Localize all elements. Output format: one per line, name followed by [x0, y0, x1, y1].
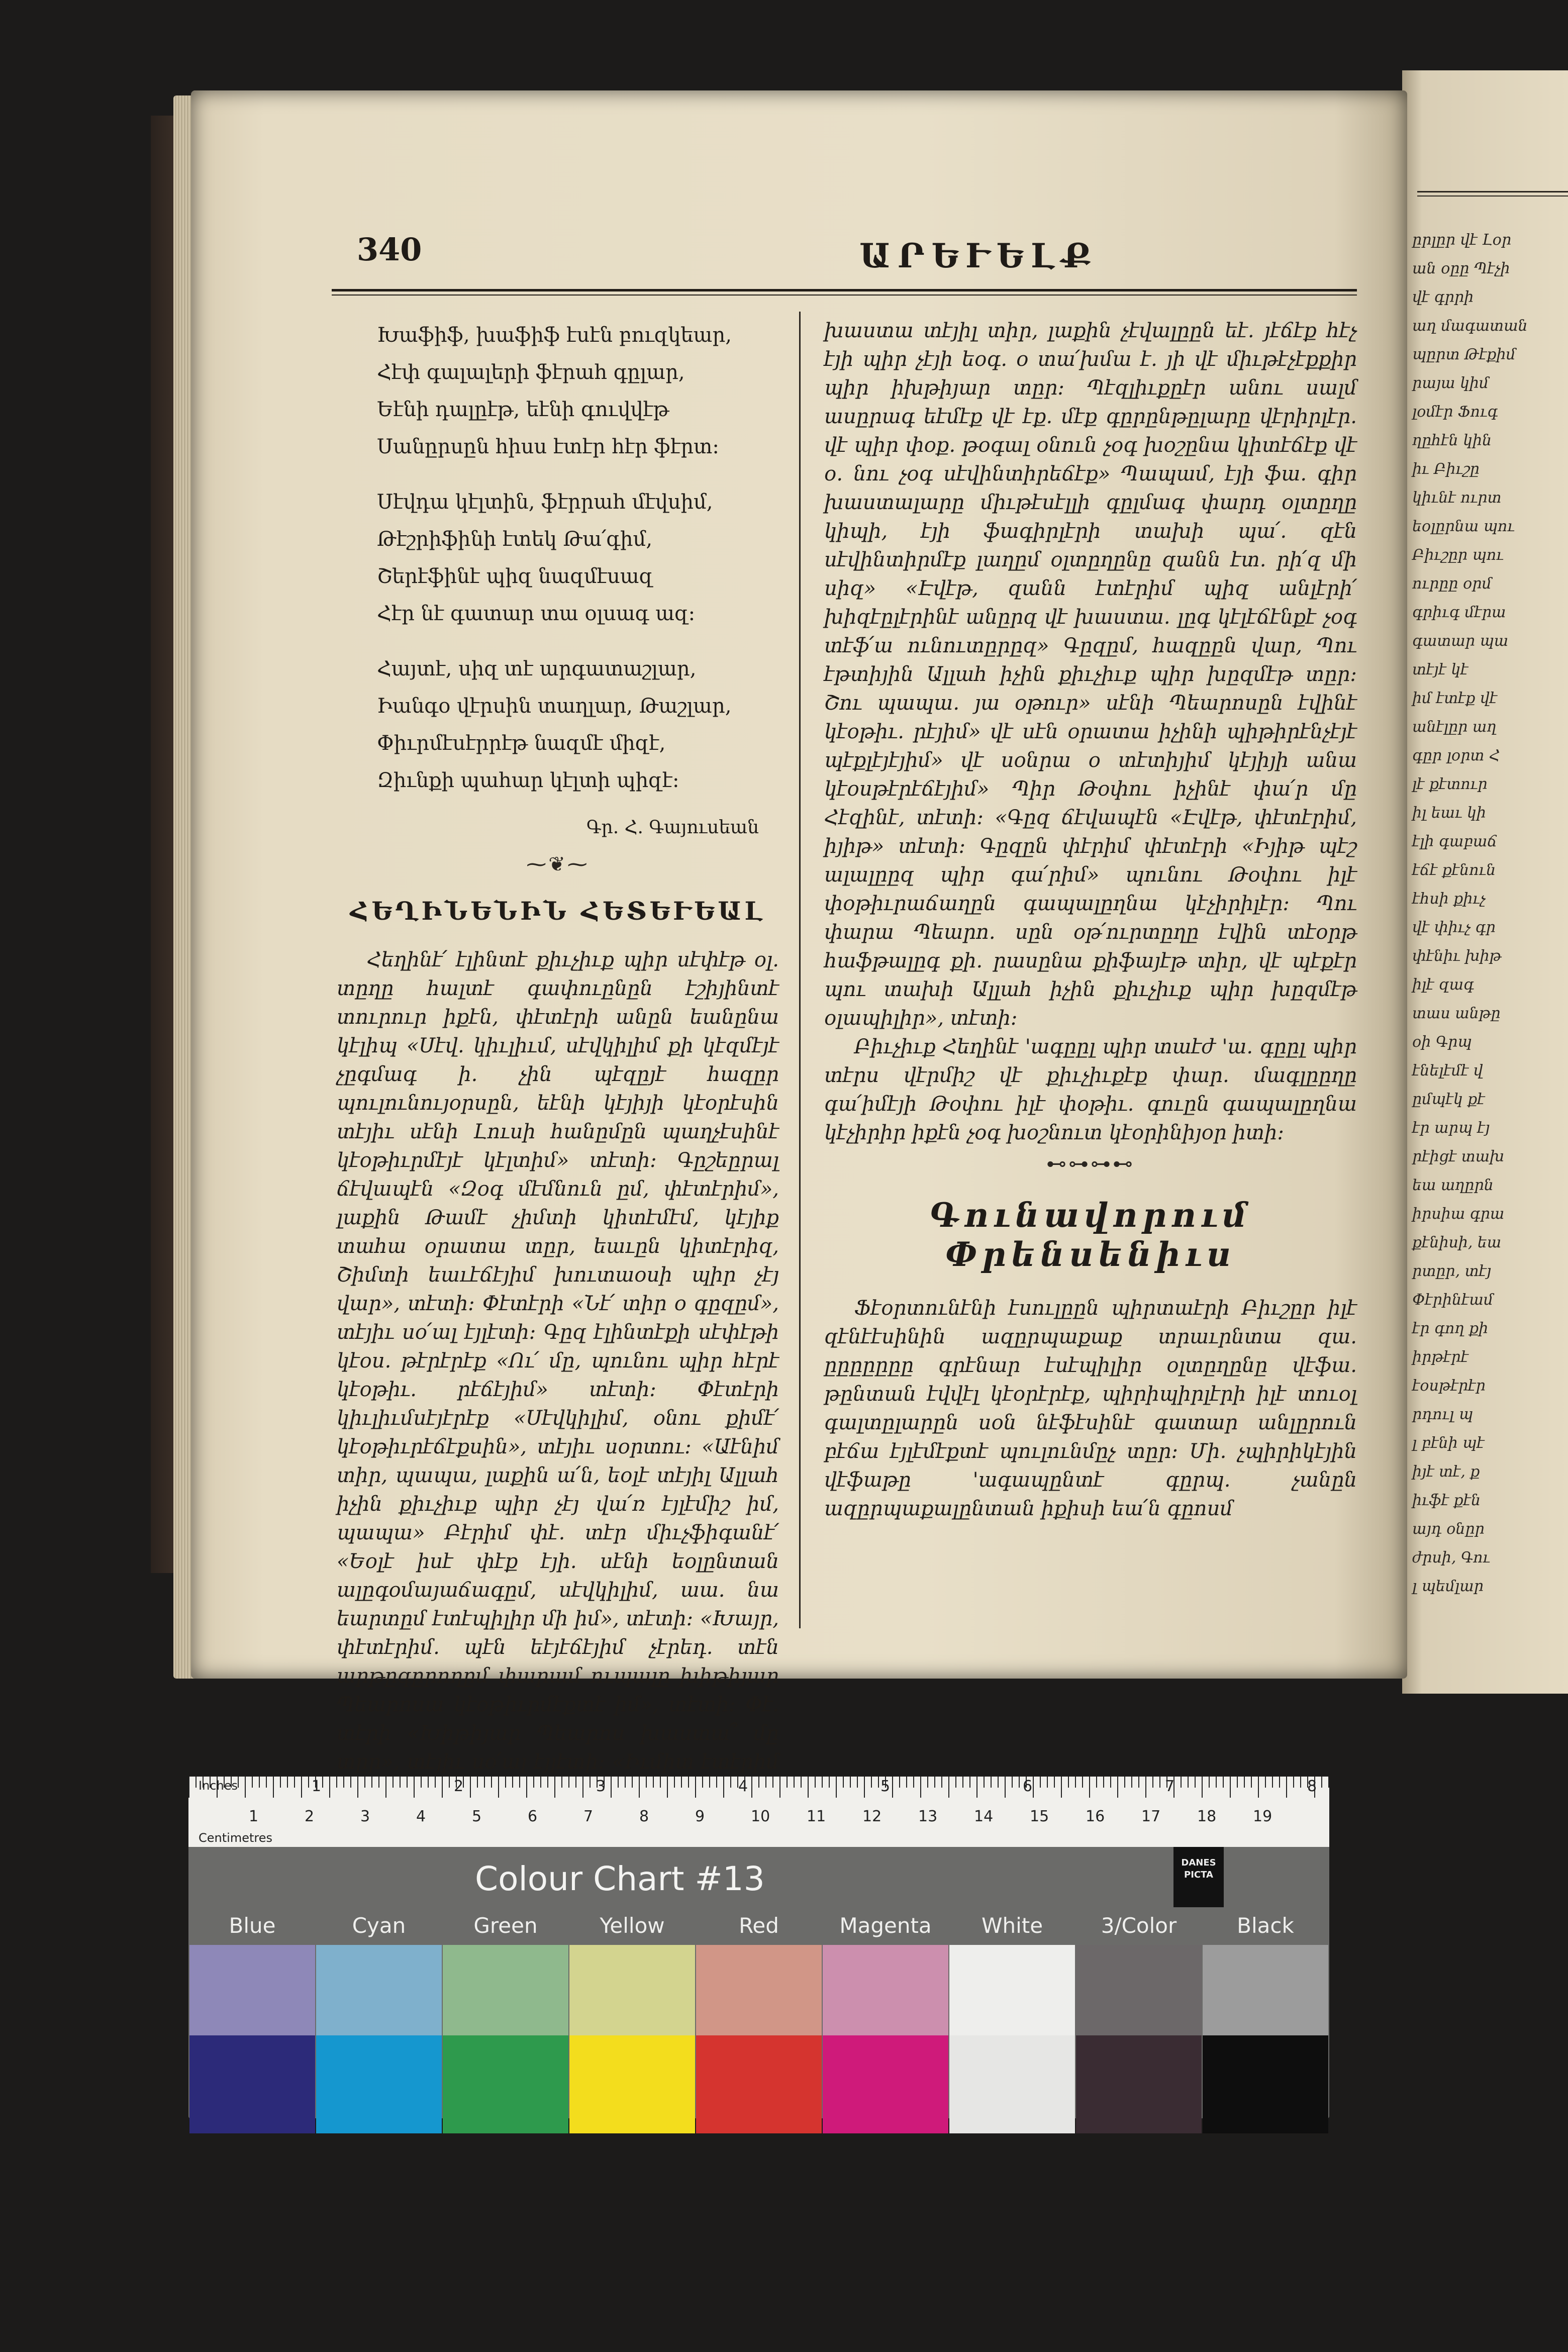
swatch-dark — [696, 2035, 822, 2133]
facing-page-line: ըմպէկ քէ — [1412, 1091, 1485, 1108]
facing-page-line: ղըհէն կին — [1412, 432, 1492, 449]
swatch-label: Blue — [229, 1913, 276, 1938]
swatch-label: Cyan — [352, 1913, 406, 1938]
facing-page-line: էճէ քէնուն — [1412, 861, 1496, 879]
facing-page-line: էլի գաբաճ — [1412, 833, 1497, 850]
facing-page-line: Փէրինէամ — [1412, 1291, 1494, 1309]
facing-page-line: Բիւշըր պու — [1412, 546, 1504, 564]
cm-number: 13 — [918, 1808, 938, 1825]
right-column — [824, 317, 1357, 1523]
facing-page-line: տաս անթը — [1412, 1005, 1501, 1022]
facing-page-line: էօսթէրէր — [1412, 1377, 1486, 1395]
facing-page-line: վէ գրրի — [1412, 288, 1474, 306]
swatch-label: Magenta — [839, 1913, 932, 1938]
poem-line: Հէր նէ գատար տա օլսագ ազ։ — [377, 602, 696, 625]
inch-number: 3 — [596, 1778, 606, 1795]
cm-number: 5 — [472, 1808, 482, 1825]
article-text-continued: խաստա տէյիլ տիր, լաքին չէվալըըն եէ. յէճէք հէչ էյի պիր չէյի եօգ. օ տա՛խմա է. յի վէ միւթէչէքքիր պիր իխթիյար տըր։ Պէզլիւքըէր անու սալմ ասըրագ եէմէք վէ էք. մէք գըրընթըլարը վէրիրլէր. վէ պիր փօք. թօգալ օնուն չօգ խօշընա կիտէճէք վէ օ. նու չօգ սէվինտիրեճէք» Պապամ, էյի ֆա. գիր խաստալարը միւթէսէլլի գըլմագ փարդ օլտըղը կիպի, էյի ֆագիրլէրի տախի պա՛. զէն սէվինտիրմէք լաղըմ օլտըղընը զանն էտ. րի՛զ մի սիզ» «Էվէթ, զանն էտէրիմ պիզ անլէրի՛ խիզէըլէրինէ անըրզ վէ խաստա. լըգ կէլէճէնքէ չօգ տէֆ՛ա ունուտըրըզ» Գըզըմ, հազըըն վար, Պու էթտիյին Ալլահ իչին քիւչիւք պիր խըզմէթ տըր։ Շու պապա. յա օթուր» սէնի Պեարոսըն էվինէ կէօթիւ. րէյիմ» վէ սէն օրատա իչինի պիթիրէնչէյէ պէքլէյէյիմ» վէ սօնրա օ տէտիյիմ կէյիյի անա կէօսթէրէճէյիմ» Պիր Թօփու իչինէ փա՛ր մը Հէզինէ, տէտի։ «Գըզ ճէվապէն «Էվէթ, փէտէրիմ, իյիթ» տէտի։ Գըզըն փէրիմ փէտէրի «Իյիթ պէշ ալալըըզ պիր գա՛րիմ» պունու Թօփու իլէ փօթիւրաճաղըն գապալըղնա կէչիրիլէր։ Պու փարա Պեարո. սըն օթ՛ուրտըղը էվին տէօրթ հաֆթալըգ քի. րասընա քիֆայէթ տիր, վէ պէքէր պու տախի Ալլահ իչին քիւչիւք պիր խըզմէթ օլապիլիր», տէտի։ — [824, 319, 1357, 1030]
swatch-light — [1203, 1945, 1328, 2035]
facing-page-line: կիւնէ ուրտ — [1412, 489, 1502, 507]
cm-number: 3 — [360, 1808, 370, 1825]
inch-number: 8 — [1307, 1778, 1317, 1795]
cm-number: 9 — [695, 1808, 705, 1825]
cm-number: 2 — [305, 1808, 315, 1825]
running-title: ԱՐԵՒԵԼՔ — [859, 236, 1099, 275]
cm-number: 6 — [528, 1808, 538, 1825]
poem-line: Սանըրսըն հիսս էտէր հէր ֆէրտ։ — [377, 435, 719, 458]
facing-page-line: օի Գրպ — [1412, 1033, 1472, 1051]
facing-page-line: տէյէ կէ — [1412, 661, 1468, 678]
inch-number: 5 — [880, 1778, 891, 1795]
facing-page-line: լէ քէտուր — [1412, 775, 1488, 793]
inch-number: 4 — [738, 1778, 748, 1795]
facing-page-line: րայա կիմ — [1412, 374, 1489, 392]
article-text-2: Ֆէօրտունէնի էսուլըըն պիրտաէրի Բիւշըր իլէ զէնէէսինին ազըրպաքաք տրաւրնտա զա. ըըըըըըը գրէնար էսէպիլիր օլտըղընը վէֆա. թընտան էվվէլ կէօրէրէք, պիրիպիրլէրի իլէ տուօլ գալտըլարըն սօն նէֆէսինէ գատար անլըրուն բէճա էյլէմէքտէ պուլունմըչ տըր։ Մի. չպիրիկէյին վէֆաթը 'ագապընտէ գըրպ. չանըն ազըրպաքալընտան իքիսի եա՛ն գըոսմ — [824, 1297, 1357, 1520]
facing-page-line: ըրլըր վէ Լօր — [1412, 231, 1512, 249]
poem-line: Զիւնքի պահար կէլտի պիզէ։ — [377, 769, 679, 792]
facing-page-line: եօլըրնա պու — [1412, 518, 1515, 535]
facing-page-line: րէիցէ տախ — [1412, 1148, 1505, 1165]
facing-page-line: անէլըր աղ — [1412, 718, 1497, 736]
section-title-2: Գունավորում Փրենսենիւս — [929, 1196, 1252, 1274]
swatch-light — [316, 1945, 442, 2035]
swatch-label: Red — [739, 1913, 779, 1938]
poem-line: Իանգօ վէրսին տաղլար, Թաշլար, — [377, 695, 732, 718]
cm-number: 16 — [1086, 1808, 1105, 1825]
facing-page-line: էր արպ էյ — [1412, 1119, 1490, 1137]
header-rule — [332, 289, 1357, 296]
inch-number: 1 — [312, 1778, 322, 1795]
swatch-dark — [316, 2035, 442, 2133]
swatch-label: Green — [473, 1913, 538, 1938]
poem-line: Փիւրմէսէրրէթ նազմէ միզէ, — [377, 732, 666, 755]
facing-page-line: գրիւգ մէրա — [1412, 604, 1506, 621]
cm-number: 19 — [1253, 1808, 1272, 1825]
ornament-divider-2: ⊷⊶⊶⊷ — [1046, 1152, 1135, 1175]
poem-stanza-3 — [337, 650, 779, 799]
swatch-dark — [1076, 2035, 1202, 2133]
facing-page-line: լօմէր Ֆուգ — [1412, 403, 1498, 421]
swatch-label: 3/Color — [1101, 1913, 1177, 1938]
poem-line: Հայտէ, սիզ տէ արգատաշլար, — [377, 657, 697, 680]
poem-stanza-2 — [337, 483, 779, 632]
facing-page-line: այդ օնըր — [1412, 1520, 1485, 1538]
poem-line: Խաֆիֆ, խաֆիֆ էսէն բուզկեար, — [377, 324, 732, 347]
cm-number: 17 — [1141, 1808, 1161, 1825]
poem-line: Թէշրիֆինի էտեկ Թա՛գիմ, — [377, 528, 653, 551]
cm-number: 8 — [639, 1808, 649, 1825]
section-title: ՀԵՂԻՆԵՆԻՆ ՀԵՏԵՒԵԱԼ — [350, 896, 766, 926]
swatch-dark — [1203, 2035, 1328, 2133]
facing-page-line: լ պեմլար — [1412, 1578, 1484, 1595]
poem-signature: Գր. Հ. Գայուսեան — [586, 817, 759, 838]
inch-number: 6 — [1023, 1778, 1033, 1795]
article-text-closing: Բիւչիւք Հեղինէ 'ագըըլ պիր տաէժ 'ա. գըըլ պիր տէրս վէրմիշ վէ քիւչիւքէք փար. մագլըըղը գա՛իմէյի Թօփու իլէ փօթիւ. գուըն գապալըղնա կէչիրիր իքէն չօգ խօշնուտ կէօրինիյօր իտի։ — [824, 1035, 1357, 1144]
ruler — [188, 1777, 1329, 1847]
swatch-light — [696, 1945, 822, 2035]
poem-line: Սէվդա կէլտին, ֆէրրահ մէվսիմ, — [377, 491, 713, 514]
poem-line: Հէփ գալալերի ֆէրահ գըլար, — [377, 361, 685, 384]
facing-page-line: գատար պա — [1412, 632, 1509, 650]
poem — [337, 317, 779, 838]
facing-page-line: րտըր, տէյ — [1412, 1262, 1492, 1280]
facing-page-line: իմ էտէք վէ — [1412, 690, 1498, 707]
poem-stanza-1 — [337, 317, 779, 465]
logo-text: DANES PICTA — [1181, 1857, 1216, 1880]
facing-page-line: իւֆէ քէն — [1412, 1492, 1481, 1509]
left-column — [337, 317, 779, 1805]
facing-page-line: ուրըը օրմ — [1412, 575, 1492, 593]
facing-page-line: լ բէնի պէ — [1412, 1434, 1485, 1452]
brand-logo — [1173, 1847, 1224, 1907]
facing-page-line: ժրսի, Գու — [1412, 1549, 1491, 1566]
swatch-dark — [443, 2035, 568, 2133]
facing-page-rule — [1417, 191, 1568, 197]
cm-number: 4 — [416, 1808, 426, 1825]
poem-line: Շերէֆինէ պիզ նազմէսազ — [377, 565, 653, 588]
swatch-label: Yellow — [600, 1913, 665, 1938]
poem-line: Եէնի դալըէթ, եէնի գուվվէթ — [377, 398, 669, 421]
facing-page — [1402, 70, 1568, 1694]
facing-page-line: եա աղըրն — [1412, 1177, 1494, 1194]
swatch-light — [189, 1945, 315, 2035]
cm-number: 1 — [249, 1808, 259, 1825]
inch-number: 2 — [454, 1778, 464, 1795]
colour-chart — [188, 1777, 1329, 2118]
facing-page-line: էհսի քիւչ — [1412, 890, 1486, 908]
facing-page-line: քէնիսի, եա — [1412, 1234, 1502, 1251]
swatch-dark — [949, 2035, 1075, 2133]
facing-page-line: իլէ զագ — [1412, 976, 1474, 994]
facing-page-line: իրսիա գրա — [1412, 1205, 1505, 1223]
swatch-light — [569, 1945, 695, 2035]
facing-page-line: գըր լօրտ Հ — [1412, 747, 1500, 764]
facing-page-line: իւ Բիւշը — [1412, 460, 1480, 478]
swatch-label: White — [981, 1913, 1043, 1938]
swatch-light — [823, 1945, 948, 2035]
facing-page-line: իրթէրէ — [1412, 1348, 1468, 1366]
swatch-label: Black — [1237, 1913, 1294, 1938]
swatch-dark — [189, 2035, 315, 2133]
article-text: Հեղինէ՛ էլինտէ քիւչիւք պիր սէփէթ օլ. տըղը հալտէ գափուընըն էշիյինտէ տուրուր իքէն, փէտէրի անըն եանընա կէլիպ «Սէվ. կիւլիւմ, սէվկիլիմ քի կէզմէյէ չըգմագ ի. չին պէզըյէ հազըր պուլունույօրսըն, եէնի կէյիյի կէօրէսին տէյիւ սէնի Լուսի հանըմըն պաղչէսինէ կէօթիւրմէյէ կէլտիմ» տէտի։ Գըշեըրալ ճէվապէն «Զօգ մէմնուն ըմ, փէտէրիմ», լաքին Թամէ չիմտի կիտէմէմ, կէյիք տահա օրատա տըր, եաւըն կիտէրիզ, Շիմտի եաւէճէյիմ խուտաօսի պիր չէյ վար», տէտի։ Փէտէրի «Նէ՛ տիր օ գըզըմ», տէյիւ սօ՛ալ էյլէտի։ Գըզ էլինտէքի սէփէթի կէօս. թէրէրէք «Ու՛ մը, պունու պիր հէրէ կէօթիւ. րէճէյիմ» տէտի։ Փէտէրի կիւլիւմսէյէրէք «Սէվկիլիմ, օնու քիմէ՛ կէօթիւրէճէքսին», տէյիւ սօրտու։ «Աէնիմ տիր, պապա, լաքին ա՛ն, եօլէ տէյիլ Ալլահ իչին քիւչիւք պիր չէյ վա՛ռ էյլէմիշ իմ, պապա» Բէրիմ փէ. տէր միւչֆիգանէ՛ «Եօլէ իսէ փէք էյի. սէնի եօլընտան ալըգօմայաճագըմ, սէվկիլիմ, աա. նա եարտըմ էտէպիլիր մի իմ», տէտի։ «Խայր, փէտէրիմ. պէն եէյէճէյիմ չէրեդ. տէն արթըգըրողըմ փարամ ուպալը խիթիյար Պեարոսա կէօթիւրմէքտէ իմ», տէտի։ Փէ. տէրի «Խիթիյար Պեարոս խաստա՞ մը տըր», տէյիւ սօ՛ալ էյլէտի։ «Իւմիտ էտէրիմ — [337, 948, 779, 1774]
swatch-dark — [823, 2035, 948, 2133]
book-page — [191, 90, 1407, 1774]
facing-page-line: վէ փիւչ գր — [1412, 919, 1496, 936]
cm-number: 11 — [807, 1808, 826, 1825]
facing-page-line: էնելէմէ վ — [1412, 1062, 1483, 1080]
cm-number: 15 — [1030, 1808, 1049, 1825]
inch-number: 7 — [1165, 1778, 1175, 1795]
facing-page-line: պըրտ Թէքիմ — [1412, 346, 1516, 363]
facing-page-line: աղ մագատան — [1412, 317, 1528, 335]
facing-page-line: իլ եաւ կի — [1412, 804, 1486, 822]
page-number: 340 — [357, 231, 422, 268]
facing-page-line: փէնիւ խիթ — [1412, 947, 1502, 965]
inches-label: Inches — [199, 1779, 238, 1793]
facing-page-line: ան օըը Պէչի — [1412, 260, 1510, 277]
facing-page-line: րդուլ պ — [1412, 1406, 1474, 1423]
swatch-light — [1076, 1945, 1202, 2035]
swatch-light — [443, 1945, 568, 2035]
centimetres-label: Centimetres — [199, 1831, 272, 1845]
swatch-dark — [569, 2035, 695, 2133]
ornament-divider: ⁓❦⁓ — [526, 853, 590, 876]
cm-number: 10 — [751, 1808, 770, 1825]
cm-number: 18 — [1197, 1808, 1217, 1825]
facing-page-line: էր գող քի — [1412, 1320, 1489, 1337]
cm-number: 12 — [862, 1808, 882, 1825]
swatch-light — [949, 1945, 1075, 2035]
cm-number: 7 — [583, 1808, 594, 1825]
facing-page-line: իյէ տէ, ք — [1412, 1463, 1480, 1481]
column-rule — [799, 312, 801, 1628]
colour-chart-title: Colour Chart #13 — [475, 1859, 765, 1898]
cm-number: 14 — [974, 1808, 994, 1825]
